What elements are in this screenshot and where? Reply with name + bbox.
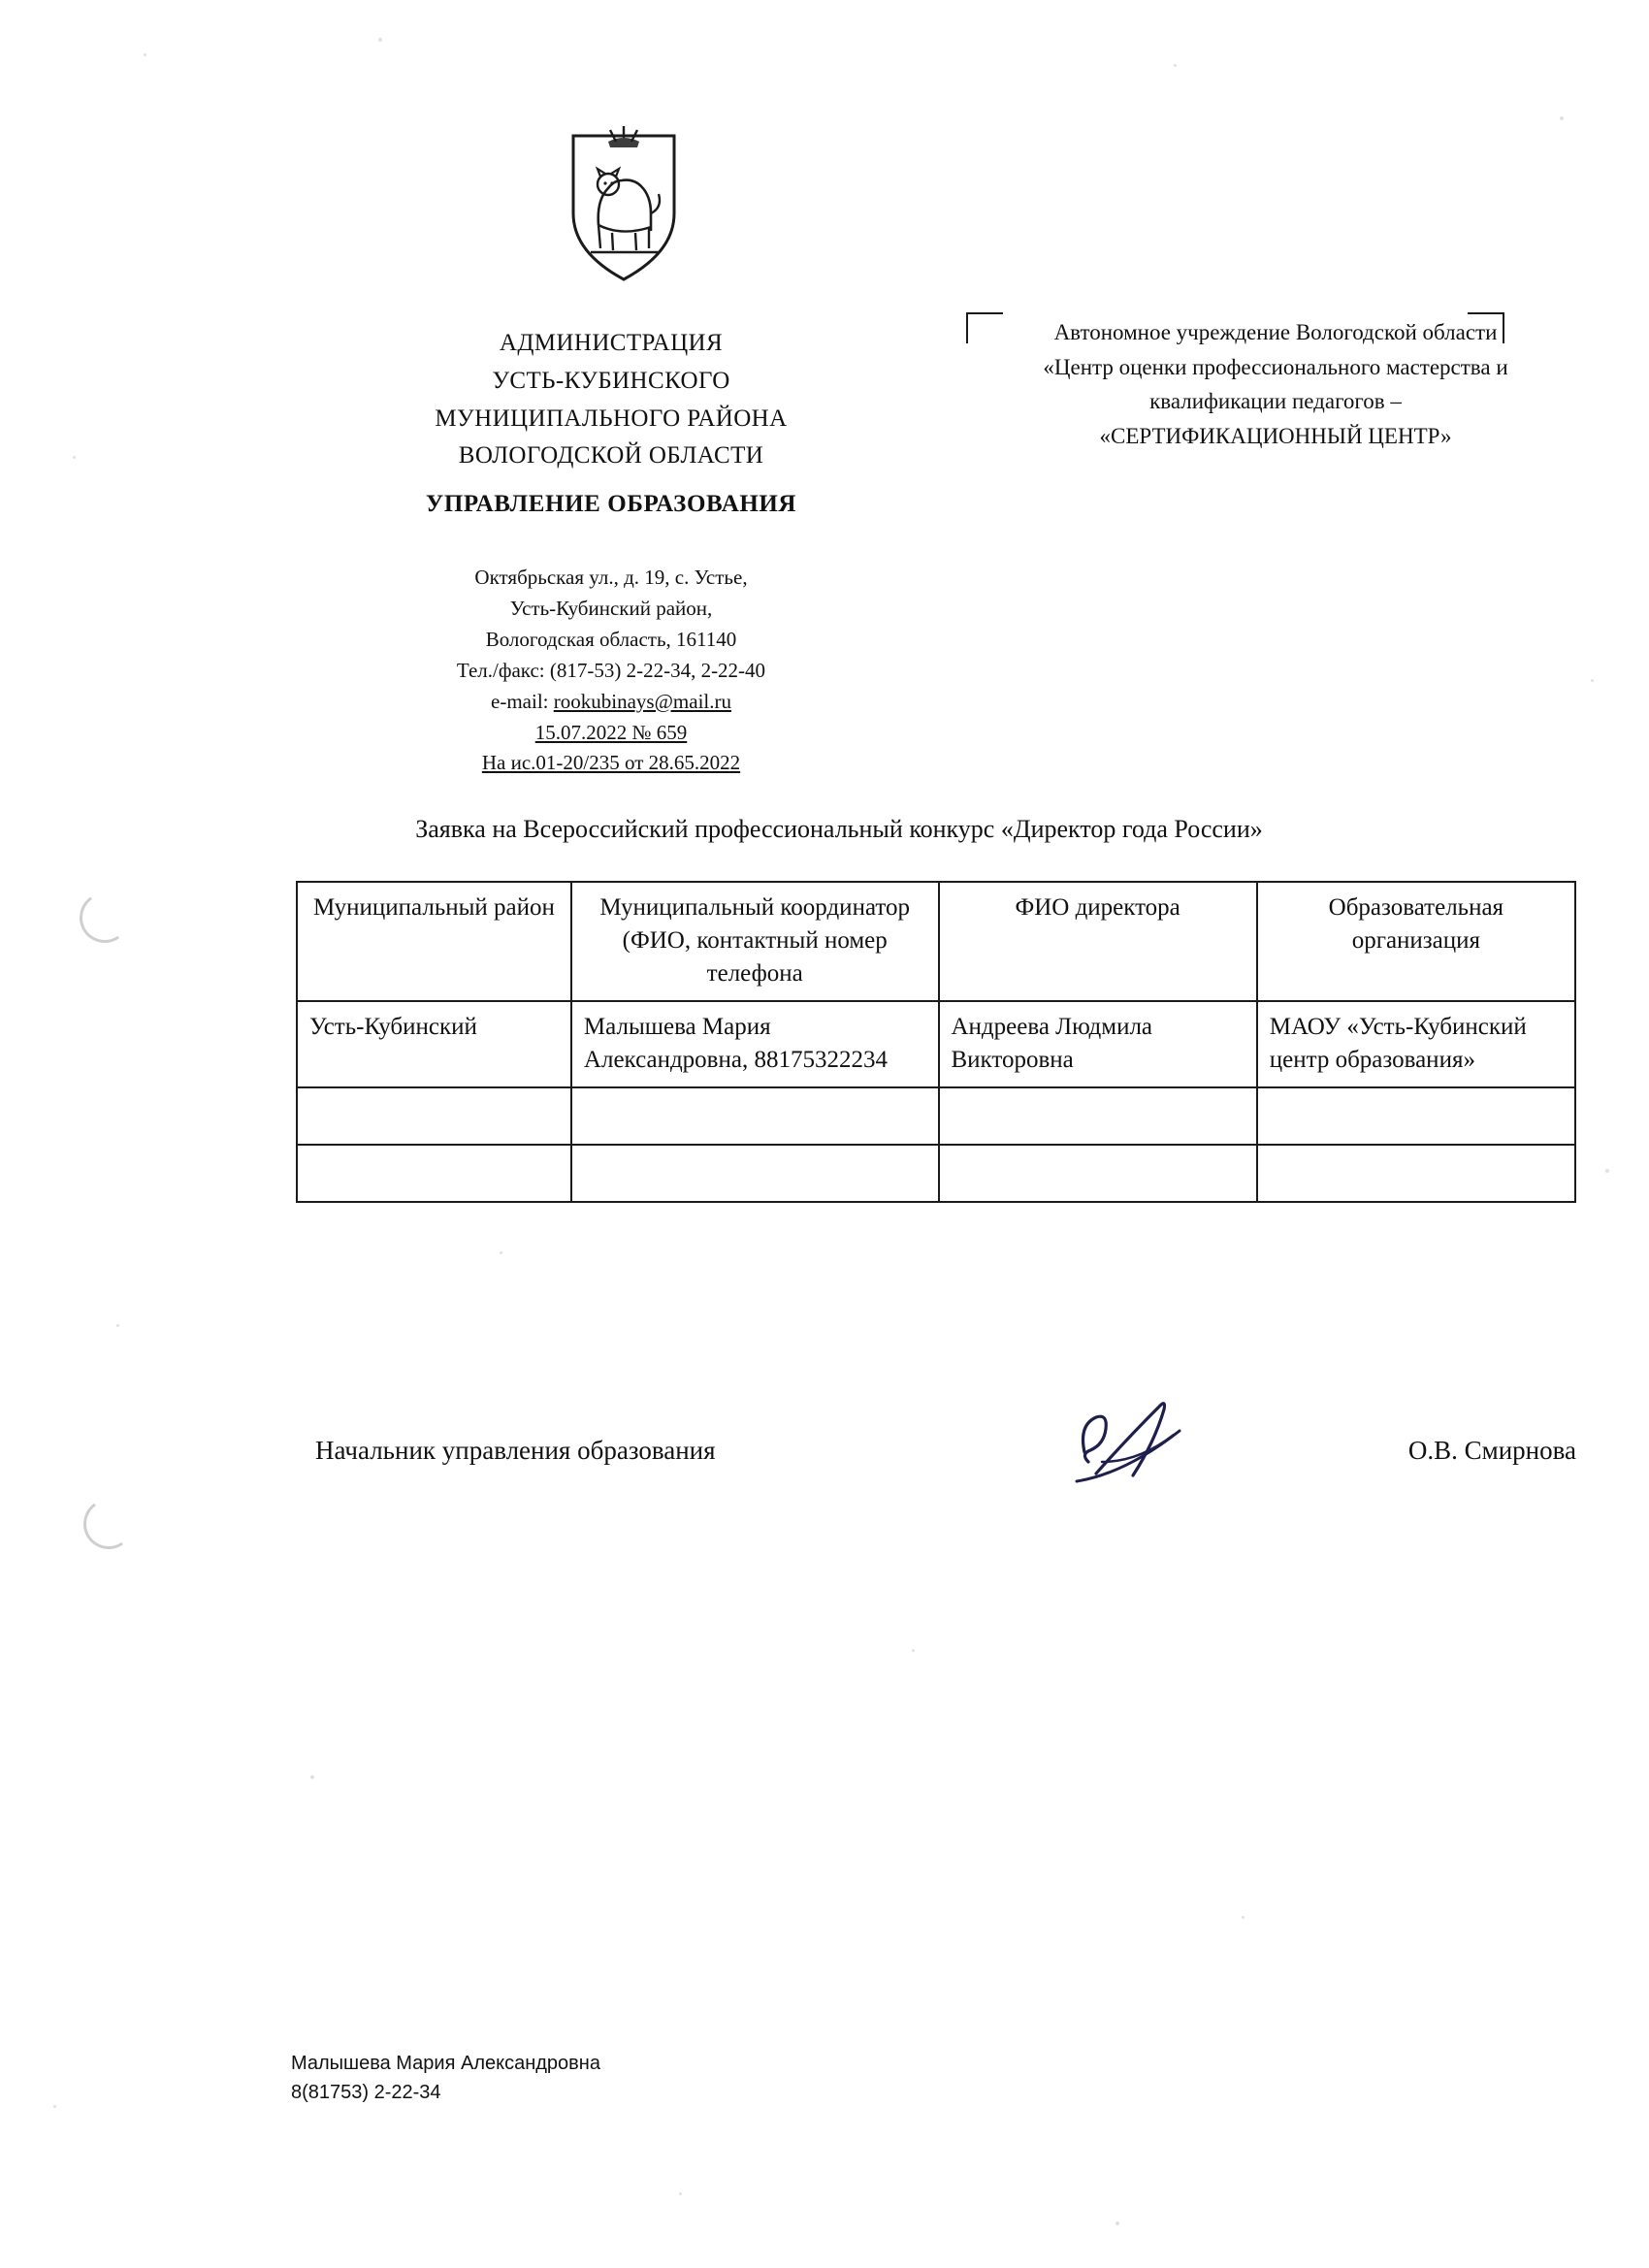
application-table-wrap <box>296 881 1576 1203</box>
scan-speck <box>1116 2221 1119 2225</box>
outgoing-number: 15.07.2022 № 659 <box>534 720 688 744</box>
letterhead-line-2: УСТЬ-КУБИНСКОГО <box>492 367 730 394</box>
scan-speck <box>73 456 76 459</box>
column-header-organization: Образовательная организация <box>1257 882 1575 1001</box>
cell-coordinator: Малышева Мария Александровна, 88175322234 <box>571 1001 939 1087</box>
addressee-line-1: Автономное учреждение Вологодской области <box>1053 320 1498 344</box>
table-row <box>297 1087 1575 1145</box>
cell-district: Усть-Кубинский <box>297 1001 571 1087</box>
scan-speck <box>1560 116 1564 120</box>
hole-punch-mark <box>76 889 134 947</box>
scan-speck <box>1591 679 1594 682</box>
signature-block <box>315 1436 1576 1466</box>
scan-speck <box>679 2192 682 2195</box>
addressee-line-2: «Центр оценки профессионального мастерства и <box>1043 354 1508 379</box>
scan-speck <box>116 1324 119 1327</box>
column-header-district: Муниципальный район <box>297 882 571 1001</box>
letterhead-address-block <box>383 563 839 779</box>
scan-speck <box>378 38 382 42</box>
cell-organization <box>1257 1145 1575 1202</box>
column-header-director: ФИО директора <box>939 882 1257 1001</box>
email-label: e-mail: <box>491 689 554 713</box>
coat-of-arms-icon <box>566 124 682 284</box>
handwritten-signature-icon <box>1057 1392 1280 1504</box>
addressee-bracket-left <box>966 312 1003 314</box>
address-phone: Тел./факс: (817-53) 2-22-34, 2-22-40 <box>456 658 766 682</box>
table-header-row <box>297 882 1575 1001</box>
scan-speck <box>912 1649 915 1652</box>
letterhead-department: УПРАВЛЕНИЕ ОБРАЗОВАНИЯ <box>425 491 797 517</box>
signer-position: Начальник управления образования <box>315 1436 716 1465</box>
addressee-block <box>955 315 1596 454</box>
cell-director <box>939 1145 1257 1202</box>
addressee-line-4: «СЕРТИФИКАЦИОННЫЙ ЦЕНТР» <box>1099 423 1452 448</box>
cell-director: Андреева Людмила Викторовна <box>939 1001 1257 1087</box>
address-line-2: Усть-Кубинский район, <box>509 596 713 620</box>
column-header-coordinator: Муниципальный координатор (ФИО, контактный номер телефона <box>571 882 939 1001</box>
address-line-1: Октябрьская ул., д. 19, с. Устье, <box>474 566 748 589</box>
scan-speck <box>144 53 146 56</box>
table-row <box>297 1001 1575 1087</box>
scan-speck <box>500 1251 502 1254</box>
scan-speck <box>310 1775 314 1779</box>
hole-punch-mark <box>80 1495 138 1553</box>
scan-speck <box>1174 64 1177 67</box>
cell-district <box>297 1087 571 1145</box>
signer-name: О.В. Смирнова <box>1407 1436 1576 1465</box>
letterhead-line-4: ВОЛОГОДСКОЙ ОБЛАСТИ <box>458 442 764 470</box>
scan-speck <box>1605 1169 1609 1173</box>
footer-contact-phone: 8(81753) 2-22-34 <box>291 2082 441 2103</box>
cell-district <box>297 1145 571 1202</box>
letterhead-line-1: АДМИНИСТРАЦИЯ <box>499 330 724 356</box>
address-email-row <box>383 687 839 718</box>
cell-director <box>939 1087 1257 1145</box>
footer-contact <box>291 2049 600 2107</box>
letterhead-organization <box>369 325 854 524</box>
cell-coordinator <box>571 1145 939 1202</box>
scan-speck <box>1242 1916 1245 1919</box>
address-line-3: Вологодская область, 161140 <box>485 627 737 651</box>
application-table <box>296 881 1576 1203</box>
scan-speck <box>53 2105 56 2108</box>
table-row <box>297 1145 1575 1202</box>
cell-organization: МАОУ «Усть-Кубинский центр образования» <box>1257 1001 1575 1087</box>
footer-contact-name: Малышева Мария Александровна <box>291 2053 600 2074</box>
email-link[interactable]: rookubinays@mail.ru <box>553 689 731 713</box>
letterhead-line-3: МУНИЦИПАЛЬНОГО РАЙОНА <box>435 405 788 432</box>
cell-organization <box>1257 1087 1575 1145</box>
cell-coordinator <box>571 1087 939 1145</box>
page-title: Заявка на Всероссийский профессиональный конкурс «Директор года России» <box>415 815 1263 843</box>
addressee-line-3: квалификации педагогов – <box>1149 389 1402 414</box>
addressee-bracket-right <box>1468 312 1504 314</box>
incoming-reference: На ис.01-20/235 от 28.65.2022 <box>481 751 741 775</box>
